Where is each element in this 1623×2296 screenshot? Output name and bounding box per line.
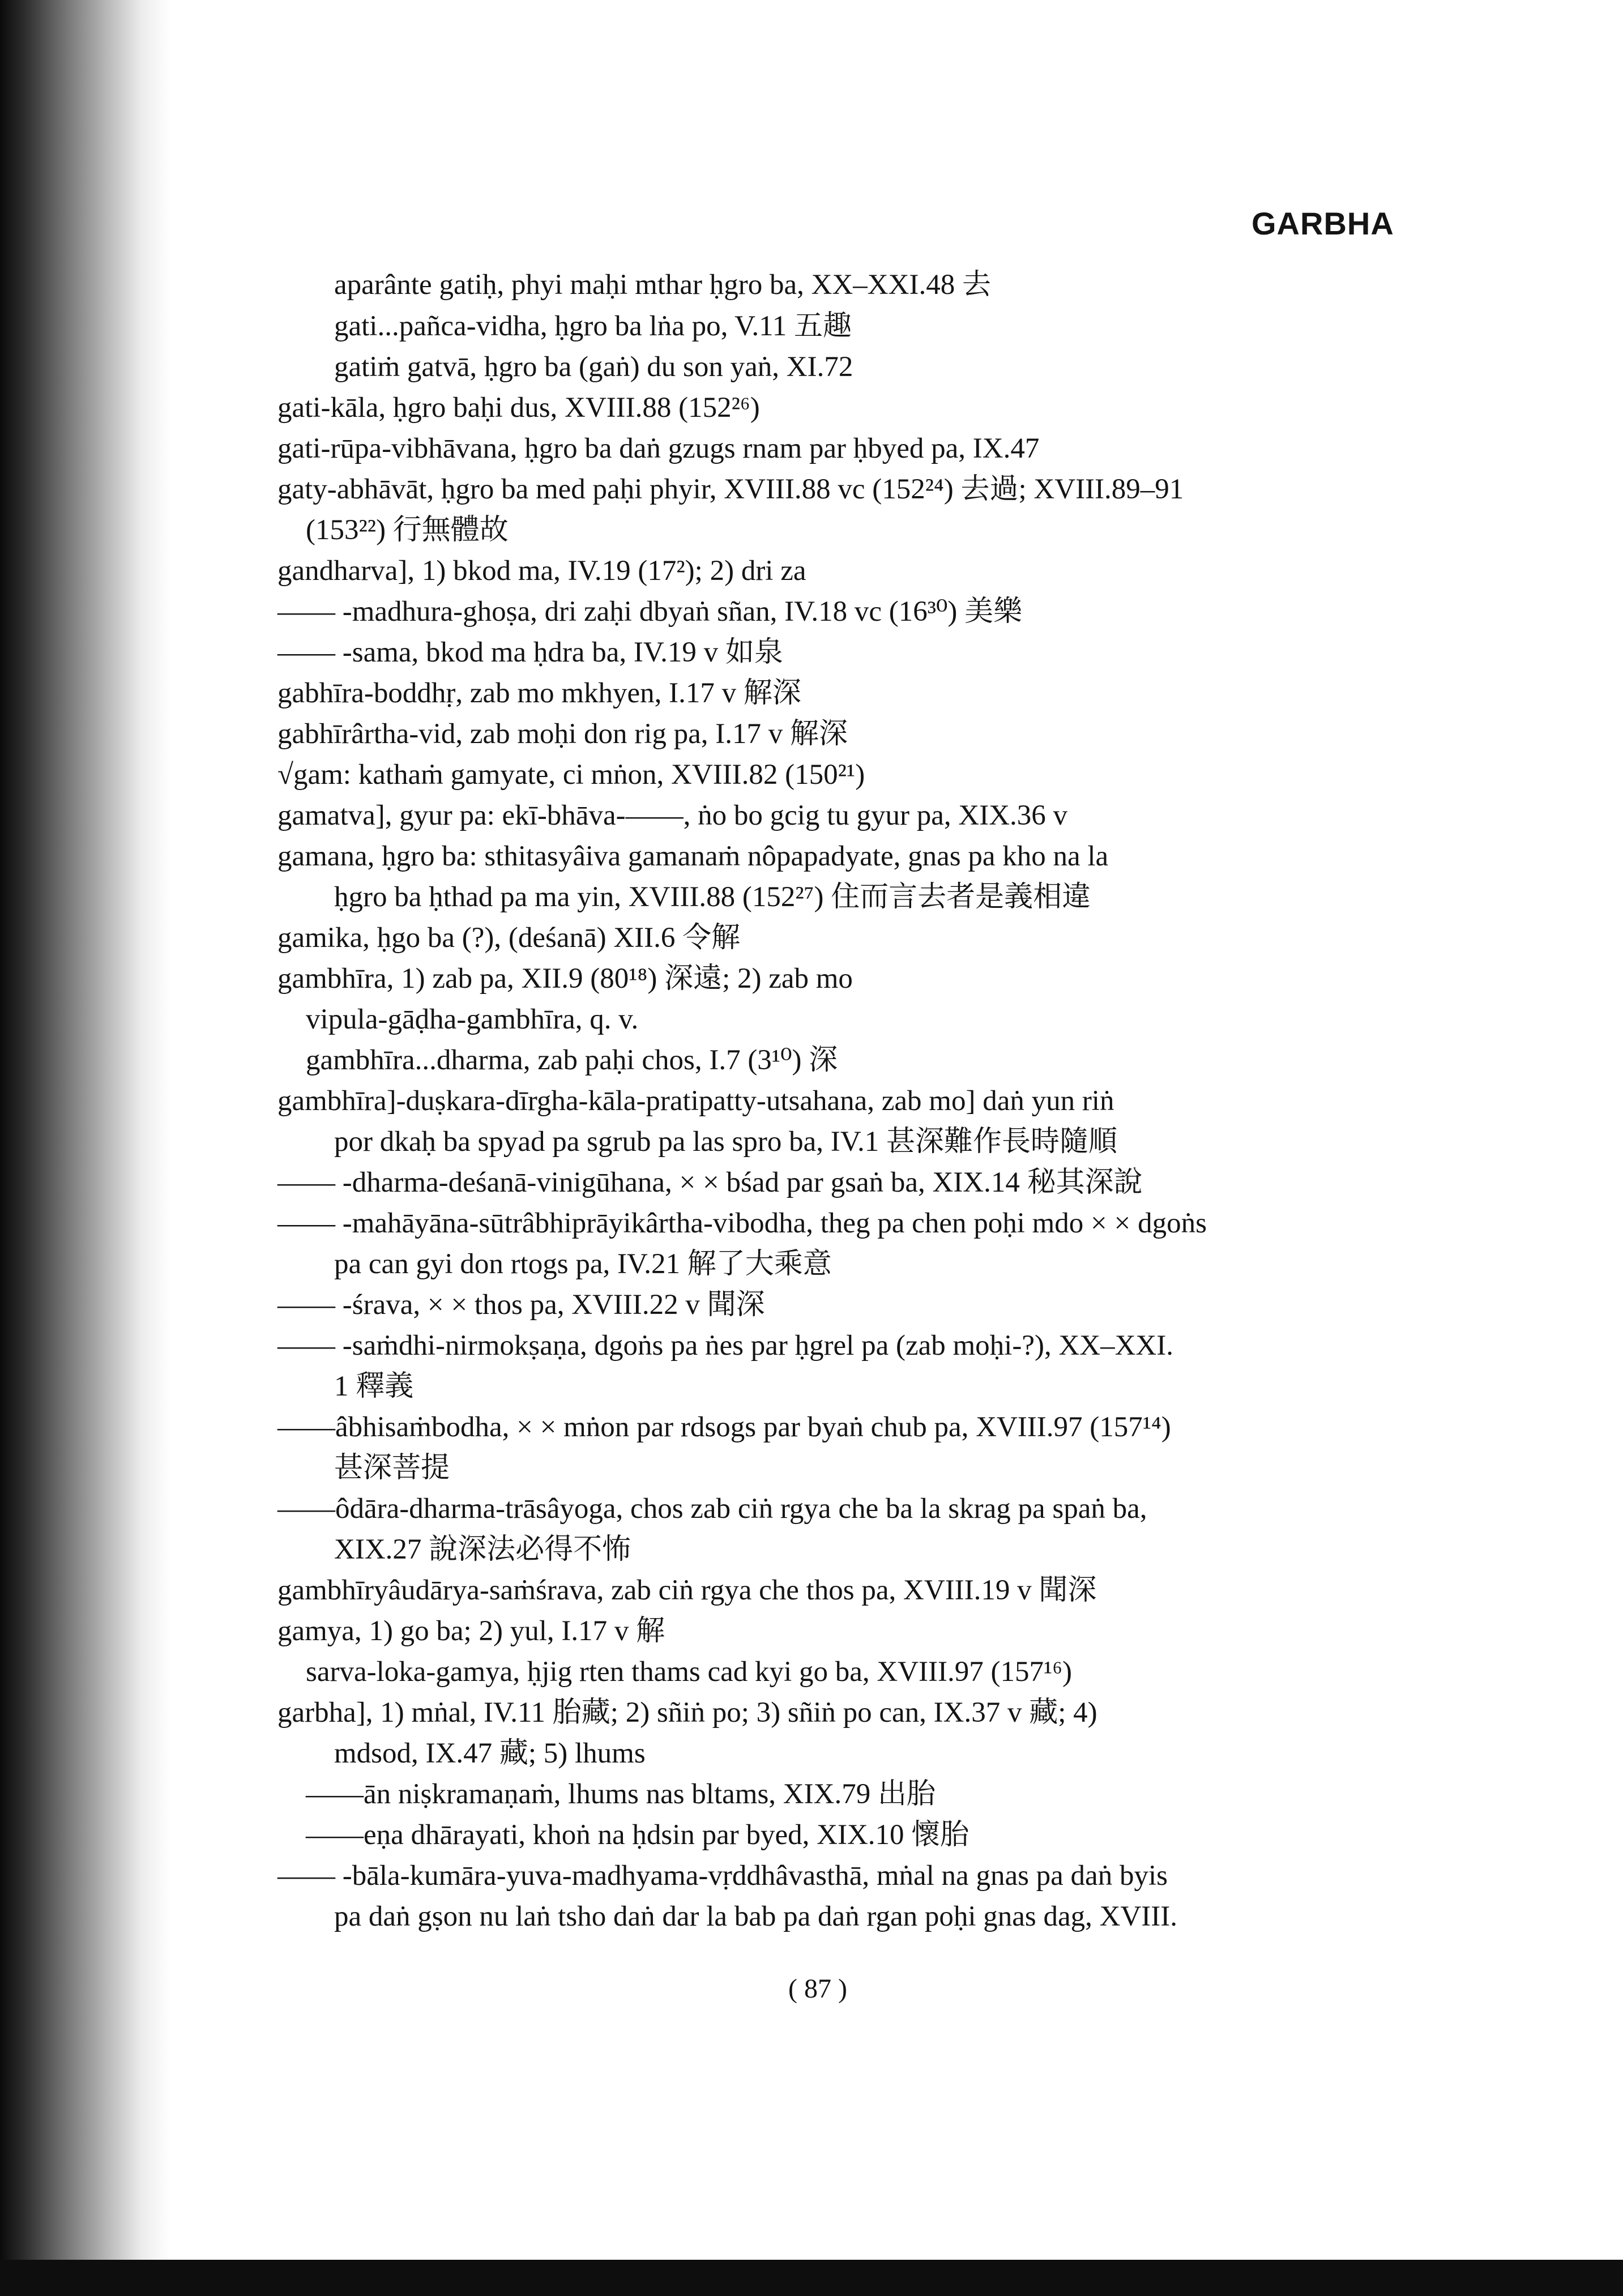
entry-line: gambhīra]-duṣkara-dīrgha-kāla-pratipatty-utsahana, zab mo] daṅ yun riṅ bbox=[277, 1085, 1114, 1117]
entry-line: gaty-abhāvāt, ḥgro ba med paḥi phyir, XVIII.88 vc (152²⁴) 去過; XVIII.89–91 bbox=[277, 473, 1184, 505]
scan-edge-shadow bbox=[0, 0, 170, 2296]
entry-line: gati-kāla, ḥgro baḥi dus, XVIII.88 (152²⁶) bbox=[277, 392, 760, 424]
entry-line: —— -mahāyāna-sūtrâbhiprāyikârtha-vibodha, theg pa chen poḥi mdo × × dgoṅs bbox=[277, 1207, 1207, 1239]
entry-line: gabhīra-boddhṛ, zab mo mkhyen, I.17 v 解深 bbox=[277, 677, 801, 709]
page-number: ( 87 ) bbox=[788, 1974, 847, 2004]
entry-line: garbha], 1) mṅal, IV.11 胎藏; 2) sñiṅ po; 3) sñiṅ po can, IX.37 v 藏; 4) bbox=[277, 1697, 1097, 1729]
entry-line: por dkaḥ ba spyad pa sgrub pa las spro ba, IV.1 甚深難作長時隨順 bbox=[334, 1126, 1117, 1158]
entry-line: ——ān niṣkramaṇaṁ, lhums nas bltams, XIX.79 出胎 bbox=[306, 1778, 936, 1810]
entry-line: √gam: kathaṁ gamyate, ci mṅon, XVIII.82 (150²¹) bbox=[277, 759, 865, 791]
entry-line: —— -śrava, × × thos pa, XVIII.22 v 聞深 bbox=[277, 1289, 765, 1321]
entry-line: gabhīrârtha-vid, zab moḥi don rig pa, I.17 v 解深 bbox=[277, 718, 848, 750]
entry-line: ——eṇa dhārayati, khoṅ na ḥdsin par byed, XIX.10 懷胎 bbox=[306, 1819, 969, 1851]
entry-line: gandharva], 1) bkod ma, IV.19 (17²); 2) dri za bbox=[277, 555, 806, 587]
entry-line: pa daṅ gṣon nu laṅ tsho daṅ dar la bab pa daṅ rgan poḥi gnas dag, XVIII. bbox=[334, 1901, 1178, 1932]
entry-line: gamika, ḥgo ba (?), (deśanā) XII.6 令解 bbox=[277, 922, 741, 954]
entry-line: aparânte gatiḥ, phyi maḥi mthar ḥgro ba, XX–XXI.48 去 bbox=[334, 269, 991, 301]
scan-bottom-edge bbox=[0, 2260, 1623, 2296]
entry-line: ——ôdāra-dharma-trāsâyoga, chos zab ciṅ rgya che ba la skrag pa spaṅ ba, bbox=[277, 1493, 1147, 1525]
entry-line: gamana, ḥgro ba: sthitasyâiva gamanaṁ nôpapadyate, gnas pa kho na la bbox=[277, 840, 1109, 872]
entry-line: —— -sama, bkod ma ḥdra ba, IV.19 v 如泉 bbox=[277, 637, 783, 668]
entry-line: (153²²) 行無體故 bbox=[306, 514, 509, 546]
entry-line: sarva-loka-gamya, ḥjig rten thams cad kyi go ba, XVIII.97 (157¹⁶) bbox=[306, 1656, 1072, 1688]
entry-line: gambhīryâudārya-saṁśrava, zab ciṅ rgya che thos pa, XVIII.19 v 聞深 bbox=[277, 1574, 1097, 1606]
entry-line: ——âbhisaṁbodha, × × mṅon par rdsogs par byaṅ chub pa, XVIII.97 (157¹⁴) bbox=[277, 1411, 1171, 1443]
entry-line: gambhīra...dharma, zab paḥi chos, I.7 (3¹⁰) 深 bbox=[306, 1044, 838, 1076]
entry-line: —— -bāla-kumāra-yuva-madhyama-vṛddhâvasthā, mṅal na gnas pa daṅ byis bbox=[277, 1860, 1168, 1892]
running-head: GARBHA bbox=[1252, 206, 1394, 241]
entry-line: gamatva], gyur pa: ekī-bhāva-——, ṅo bo gcig tu gyur pa, XIX.36 v bbox=[277, 800, 1068, 831]
entry-line: vipula-gāḍha-gambhīra, q. v. bbox=[306, 1004, 639, 1035]
entry-line: gati...pañca-vidha, ḥgro ba lṅa po, V.11 五趣 bbox=[334, 310, 852, 342]
entry-line: —— -madhura-ghoṣa, dri zaḥi dbyaṅ sñan, IV.18 vc (16³⁰) 美樂 bbox=[277, 596, 1023, 628]
entry-line: 1 釋義 bbox=[334, 1371, 414, 1402]
entry-line: XIX.27 說深法必得不怖 bbox=[334, 1534, 631, 1565]
entry-line: gatiṁ gatvā, ḥgro ba (gaṅ) du son yaṅ, XI.72 bbox=[334, 351, 853, 383]
entry-line: 甚深菩提 bbox=[334, 1452, 450, 1484]
entry-line: —— -dharma-deśanā-vinigūhana, × × bśad par gsaṅ ba, XIX.14 秘其深說 bbox=[277, 1167, 1143, 1198]
entry-line: pa can gyi don rtogs pa, IV.21 解了大乘意 bbox=[334, 1248, 832, 1280]
entry-line: gati-rūpa-vibhāvana, ḥgro ba daṅ gzugs rnam par ḥbyed pa, IX.47 bbox=[277, 433, 1040, 464]
entry-line: ḥgro ba ḥthad pa ma yin, XVIII.88 (152²⁷) 住而言去者是義相違 bbox=[334, 881, 1091, 913]
entry-line: gambhīra, 1) zab pa, XII.9 (80¹⁸) 深遠; 2) zab mo bbox=[277, 963, 853, 995]
entry-line: —— -saṁdhi-nirmokṣaṇa, dgoṅs pa ṅes par ḥgrel pa (zab moḥi-?), XX–XXI. bbox=[277, 1330, 1173, 1362]
entry-line: gamya, 1) go ba; 2) yul, I.17 v 解 bbox=[277, 1615, 665, 1647]
entry-line: mdsod, IX.47 藏; 5) lhums bbox=[334, 1738, 646, 1769]
